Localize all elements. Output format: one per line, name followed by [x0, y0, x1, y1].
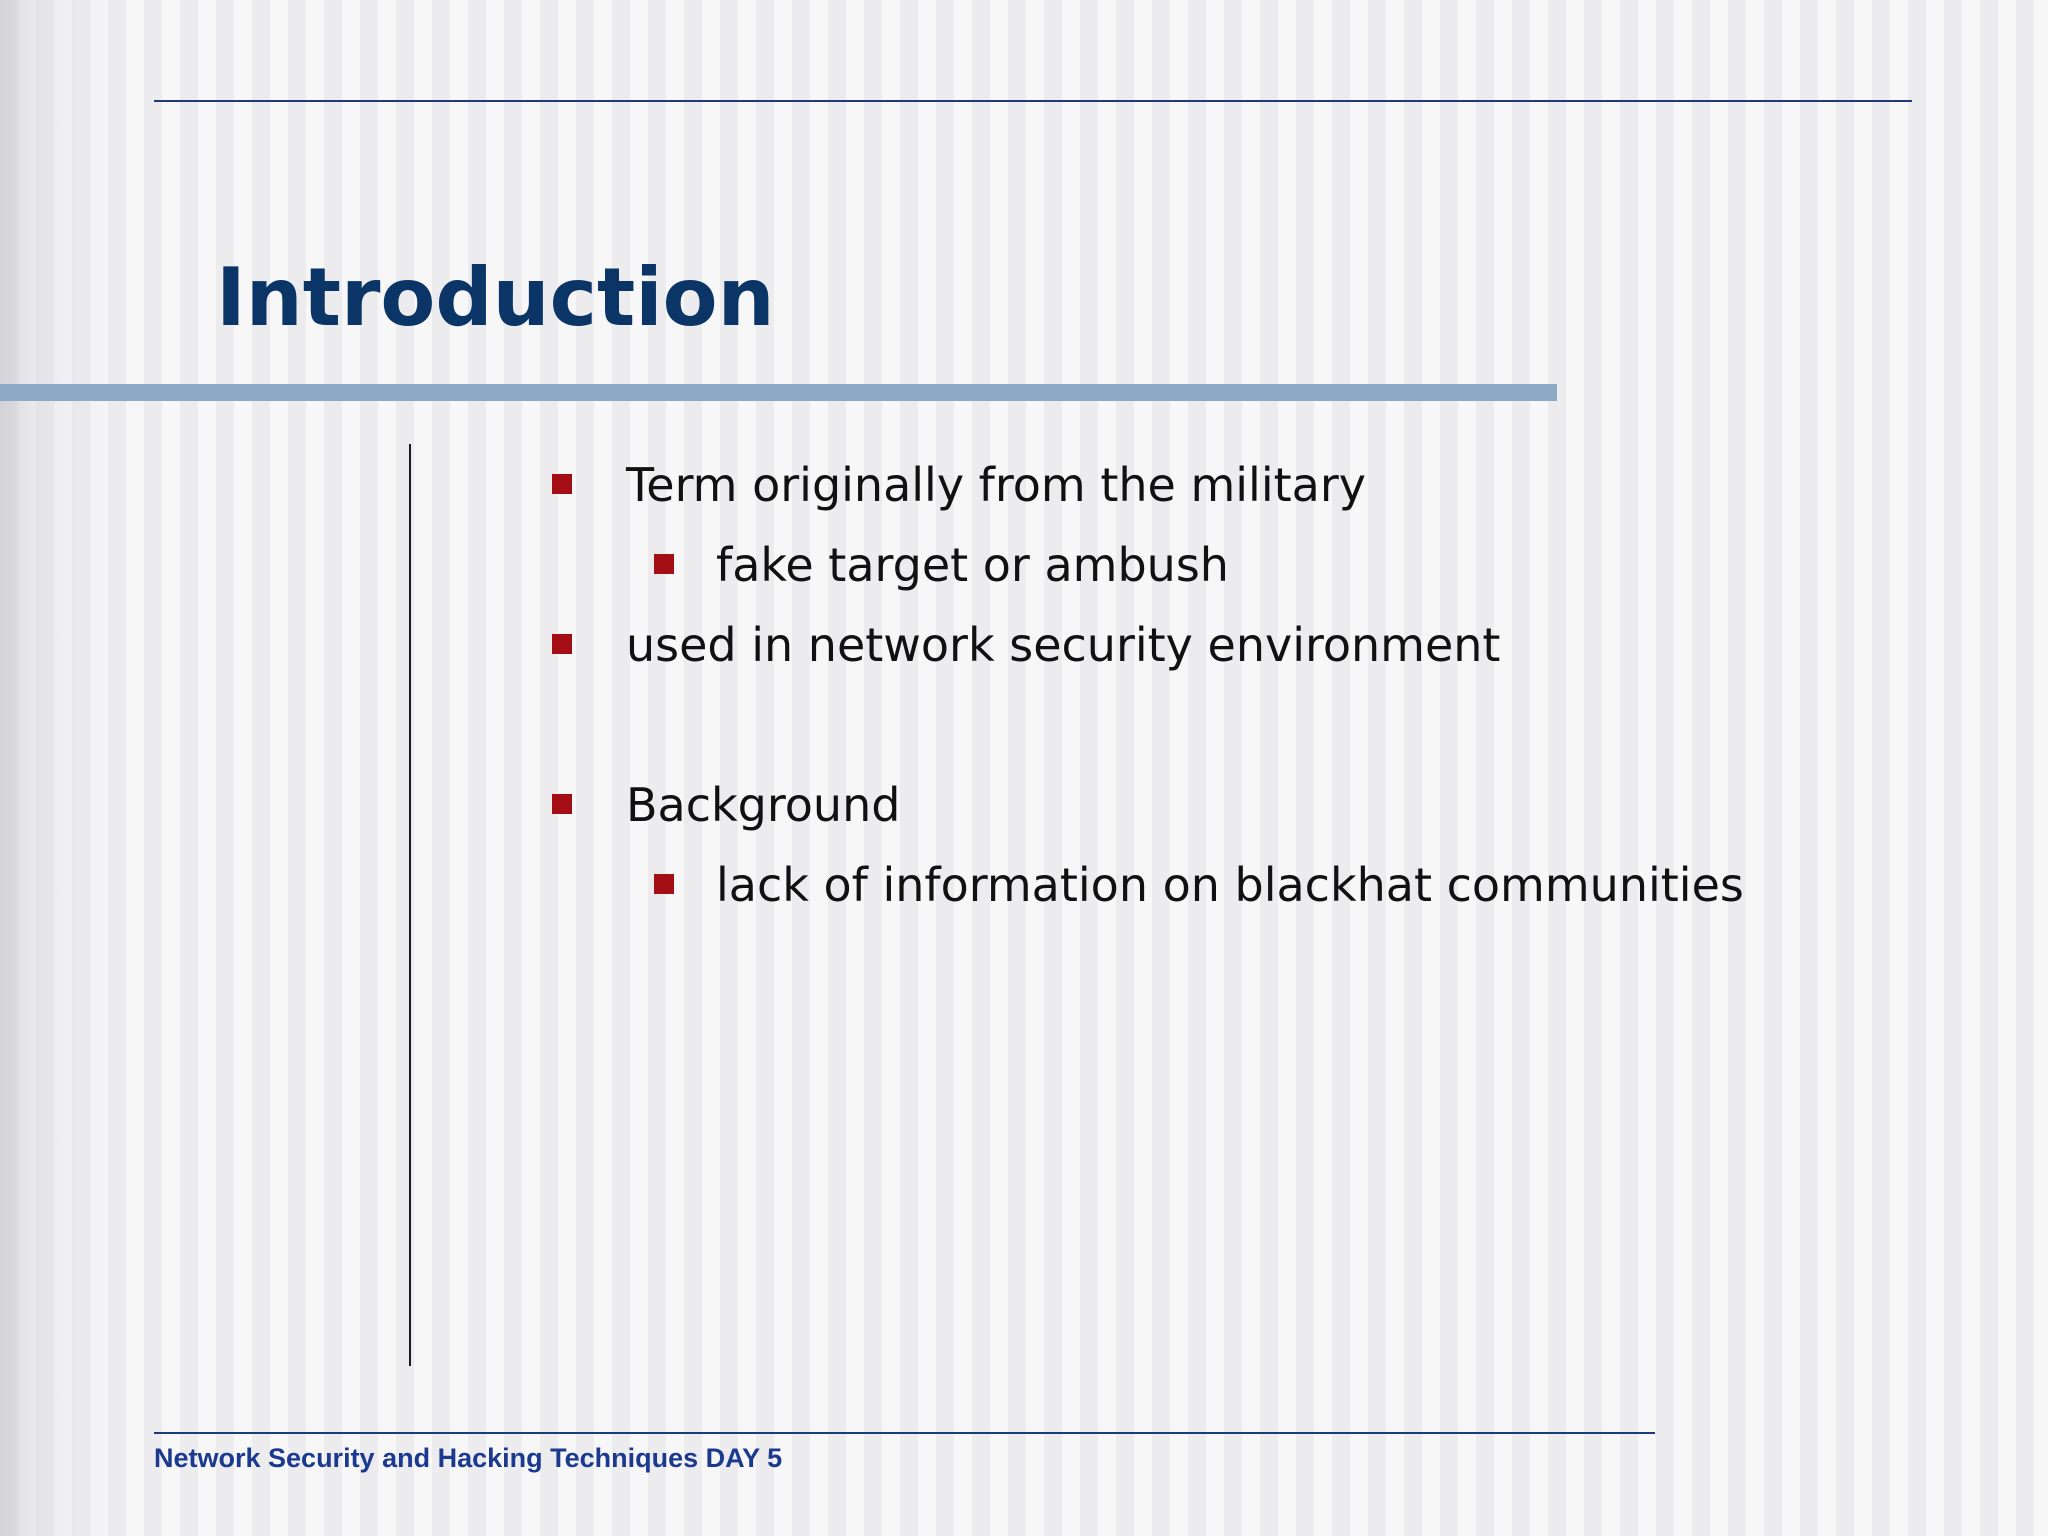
square-bullet-icon — [654, 554, 674, 574]
title-underline-bar — [0, 384, 1557, 401]
square-bullet-icon — [552, 634, 572, 654]
bullet-text: used in network security environment — [626, 618, 1501, 672]
footer-rule — [154, 1432, 1655, 1434]
vertical-divider — [409, 444, 411, 1366]
top-rule — [154, 100, 1912, 102]
bullet-text: Term originally from the military — [626, 458, 1366, 512]
square-bullet-icon — [552, 474, 572, 494]
bullet-text: Background — [626, 778, 901, 832]
bullet-text: fake target or ambush — [716, 538, 1229, 592]
slide-title: Introduction — [216, 251, 775, 344]
bullet-text: lack of information on blackhat communities — [716, 858, 1744, 912]
square-bullet-icon — [654, 874, 674, 894]
square-bullet-icon — [552, 794, 572, 814]
footer-text: Network Security and Hacking Techniques DAY 5 — [154, 1443, 783, 1473]
